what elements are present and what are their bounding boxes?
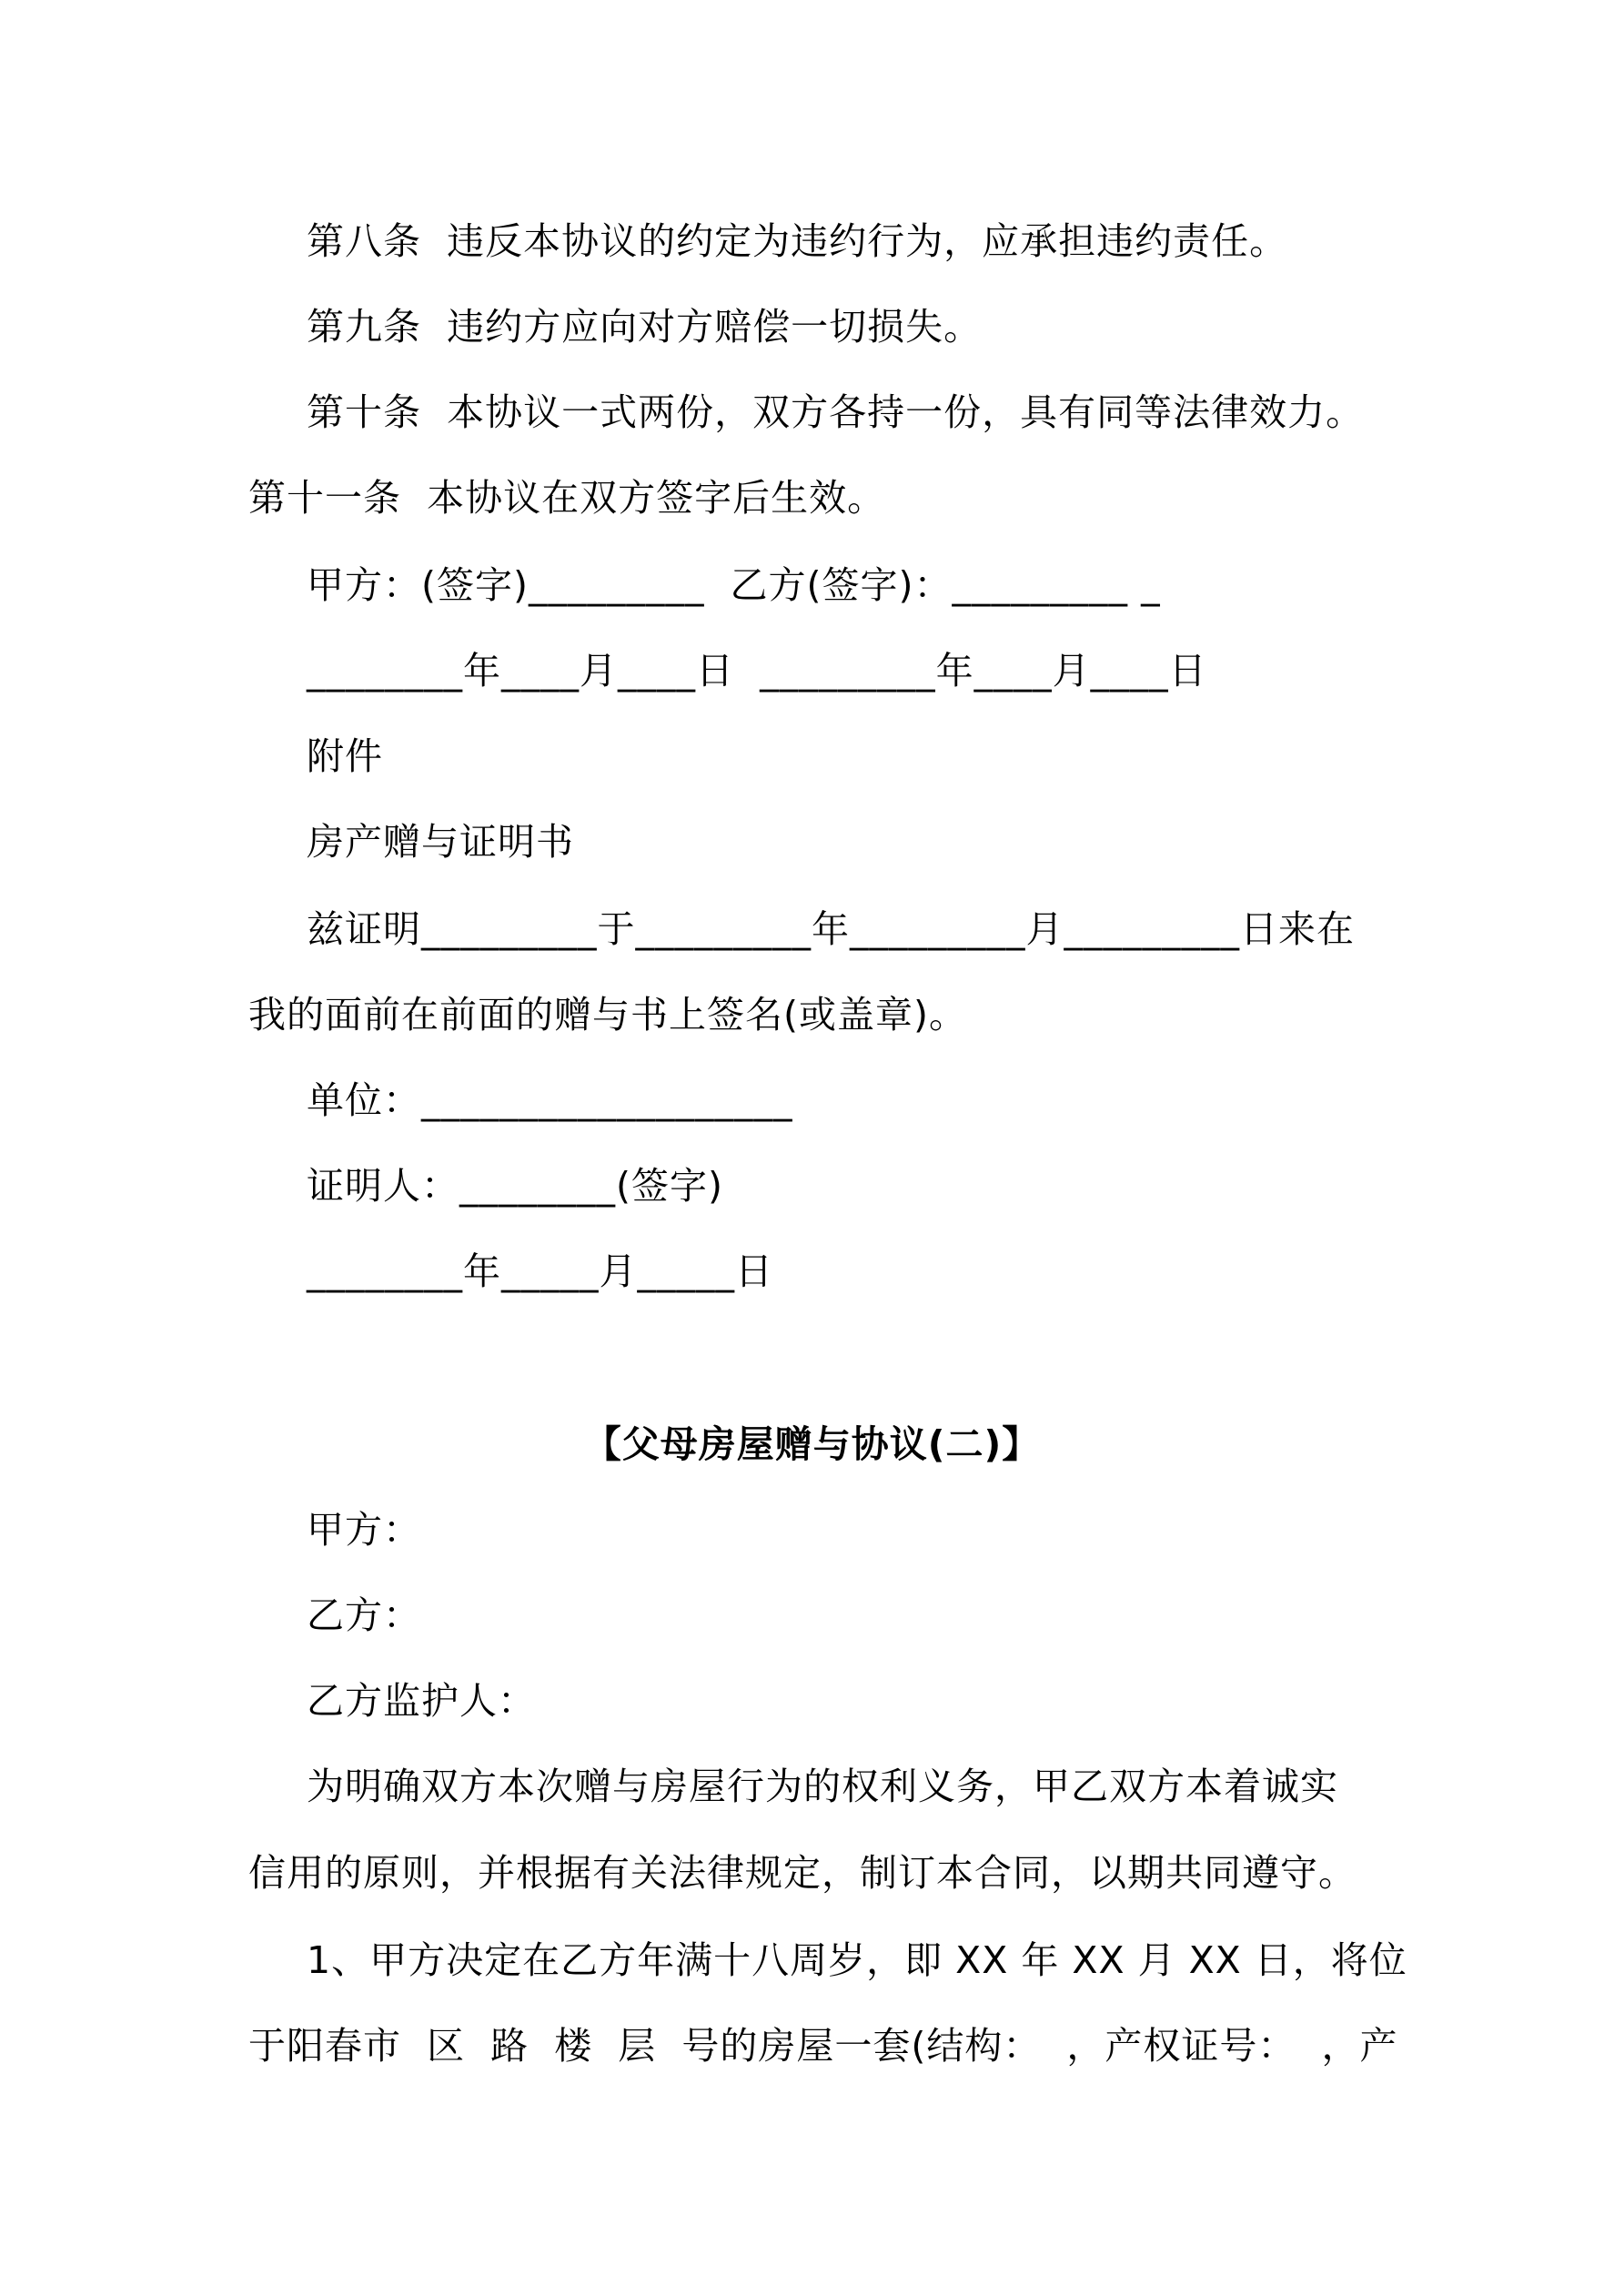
certificate-text-1: 兹证明_________于_________年_________月_________日来在: [307, 907, 1355, 951]
unit-line: 单位：___________________: [307, 1078, 793, 1122]
certificate-heading: 房产赠与证明书: [307, 820, 574, 864]
party-a: 甲方：: [307, 1508, 421, 1552]
signature-line: 甲方：(签字)_________ 乙方(签字)：_________ _: [307, 563, 1161, 607]
attachment-label: 附件: [307, 734, 383, 778]
section-title: 【父母房屋赠与协议(二)】: [583, 1422, 1041, 1466]
article-9: 第九条 违约方应向对方赔偿一切损失。: [307, 305, 983, 349]
certificate-text-2: 我的面前在前面的赠与书上签名(或盖章)。: [248, 993, 967, 1037]
date-line: ________年____月____日 _________年____月____日: [307, 649, 1207, 693]
clause-1-line-2: 于阳春市 区 路 楼 层 号的房屋一套(结构： ，产权证号： ，产: [248, 2024, 1398, 2068]
article-8: 第八条 违反本协议的约定为违约行为，应承担违约责任。: [307, 219, 1288, 263]
clause-1-line-1: 1、甲方决定在乙方年满十八周岁，即 XX 年 XX 月 XX 日，将位: [307, 1938, 1407, 1982]
preamble-1: 为明确双方本次赠与房屋行为的权利义务，甲乙双方本着诚实: [307, 1765, 1338, 1808]
article-11: 第十一条 本协议在双方签字后生效。: [248, 476, 886, 520]
preamble-2: 信用的原则，并根据有关法律规定，制订本合同，以期共同遵守。: [248, 1851, 1357, 1895]
party-b-guardian: 乙方监护人：: [307, 1679, 536, 1723]
witness-line: 证明人：________(签字): [307, 1164, 723, 1208]
article-10: 第十条 本协议一式两份，双方各持一份，具有同等法律效力。: [307, 390, 1365, 434]
party-b: 乙方：: [307, 1593, 421, 1637]
witness-date-line: ________年_____月_____日: [307, 1249, 773, 1293]
